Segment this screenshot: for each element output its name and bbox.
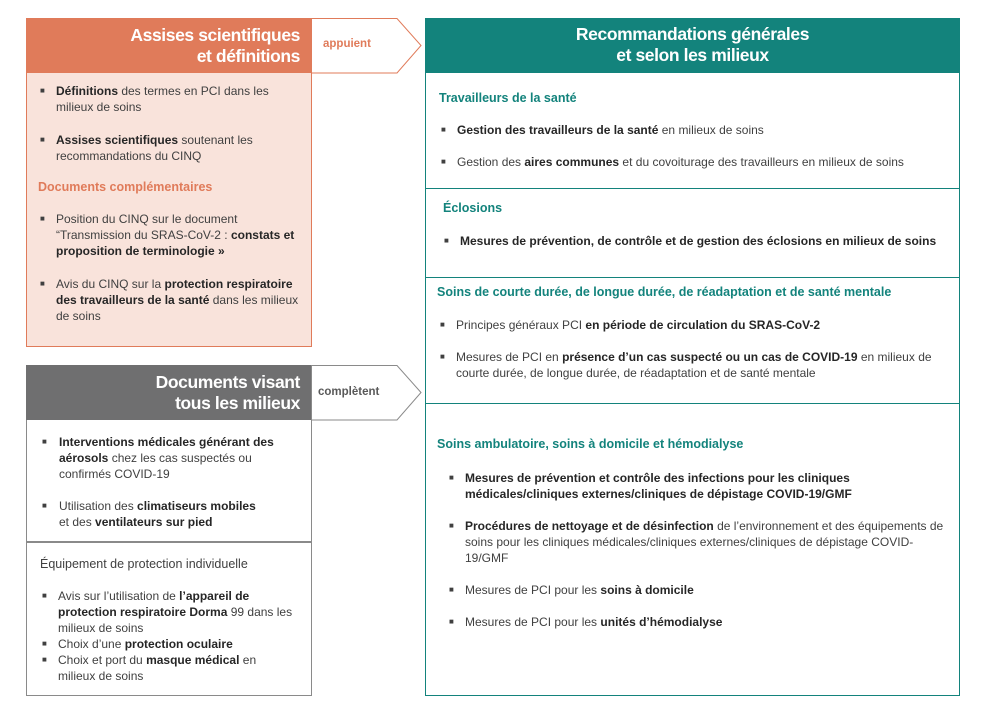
epi-item-masque: Choix et port du masque médical en milieux de soins: [58, 653, 257, 683]
section-title-courte-duree: Soins de courte durée, de longue durée, de réadaptation et de santé mentale: [437, 285, 892, 299]
recommandations-header-line1: Recommandations générales: [575, 24, 810, 44]
bullet-icon: ■: [42, 655, 47, 664]
epi-item-oculaire: Choix d’une protection oculaire: [58, 637, 233, 651]
bullet-icon: ■: [42, 591, 47, 600]
bullet-icon: ■: [440, 320, 445, 329]
bullet-icon: ■: [441, 125, 446, 134]
bullet-icon: ■: [444, 236, 449, 245]
tous-milieux-header-line1: Documents visant: [155, 372, 300, 392]
bullet-icon: ■: [440, 352, 445, 361]
bullet-icon: ■: [40, 135, 45, 144]
assises-header-line2: et définitions: [196, 46, 300, 66]
rec-item-gestion-travailleurs: Gestion des travailleurs de la santé en milieux de soins: [457, 123, 764, 137]
bullet-icon: ■: [441, 157, 446, 166]
rec-item-principes: Principes généraux PCI en période de circulation du SRAS-CoV-2: [456, 318, 821, 332]
section-divider: [425, 403, 960, 404]
assises-header: [26, 18, 312, 73]
bullet-icon: ■: [42, 501, 47, 510]
rec-item-eclosions: Mesures de prévention, de contrôle et de gestion des éclosions en milieux de soins: [460, 234, 937, 248]
complementary-item-protection: Avis du CINQ sur la protection respiratoire des travailleurs de la santé dans les milieux de soins: [56, 277, 299, 323]
rec-item-cliniques: Mesures de prévention et contrôle des infections pour les cliniques médicales/cliniques externes/cliniques de dépistage COVID-19/GMF: [465, 471, 852, 501]
rec-item-nettoyage: Procédures de nettoyage et de désinfection de l’environnement et des équipements de soins pour les cliniques médicales/cliniques externes/cliniques de dépistage COVID-19/GMF: [465, 519, 944, 565]
section-title-ambulatoire: Soins ambulatoire, soins à domicile et hémodialyse: [437, 437, 744, 451]
bullet-icon: ■: [42, 437, 47, 446]
section-divider: [425, 277, 960, 278]
bullet-icon: ■: [449, 521, 454, 530]
rec-item-domicile: Mesures de PCI pour les soins à domicile: [465, 583, 694, 597]
bullet-icon: ■: [40, 214, 45, 223]
bullet-icon: ■: [449, 473, 454, 482]
tous-milieux-item-climatiseurs: Utilisation des climatiseurs mobiles et des ventilateurs sur pied: [59, 499, 256, 529]
appuient-label: appuient: [323, 38, 371, 50]
bullet-icon: ■: [449, 617, 454, 626]
tous-milieux-header-line2: tous les milieux: [175, 393, 300, 413]
recommandations-header-line2: et selon les milieux: [616, 45, 769, 65]
complementary-title: Documents complémentaires: [38, 180, 213, 194]
epi-title: Équipement de protection individuelle: [40, 557, 248, 571]
assises-header-line1: Assises scientifiques: [130, 25, 300, 45]
completent-label: complètent: [318, 386, 380, 398]
epi-item-dorma: Avis sur l’utilisation de l’appareil de protection respiratoire Dorma 99 dans les milieux de soins: [58, 589, 293, 635]
tous-milieux-item-aerosols: Interventions médicales générant des aérosols chez les cas suspectés ou confirmés COVID-19: [59, 435, 274, 481]
bullet-icon: ■: [449, 585, 454, 594]
section-title-travailleurs: Travailleurs de la santé: [439, 91, 577, 105]
rec-item-hemodialyse: Mesures de PCI pour les unités d’hémodialyse: [465, 615, 723, 629]
bullet-icon: ■: [40, 86, 45, 95]
bullet-icon: ■: [42, 639, 47, 648]
assises-item-scientifiques: Assises scientifiques soutenant les recommandations du CINQ: [56, 133, 253, 163]
recommandations-header: [425, 18, 960, 73]
section-divider: [425, 188, 960, 189]
rec-item-cas-suspecte: Mesures de PCI en présence d’un cas suspecté ou un cas de COVID-19 en milieux de courte durée, de longue durée, de réadaptation et de santé mentale: [456, 350, 932, 380]
assises-item-definitions: Définitions des termes en PCI dans les milieux de soins: [56, 84, 269, 114]
bullet-icon: ■: [40, 279, 45, 288]
section-title-eclosions: Éclosions: [443, 201, 503, 215]
complementary-item-transmission: Position du CINQ sur le document “Transmission du SRAS-CoV-2 : constats et proposition de terminologie »: [56, 212, 295, 258]
tous-milieux-header: [26, 365, 312, 420]
rec-item-aires-communes: Gestion des aires communes et du covoiturage des travailleurs en milieux de soins: [457, 155, 904, 169]
